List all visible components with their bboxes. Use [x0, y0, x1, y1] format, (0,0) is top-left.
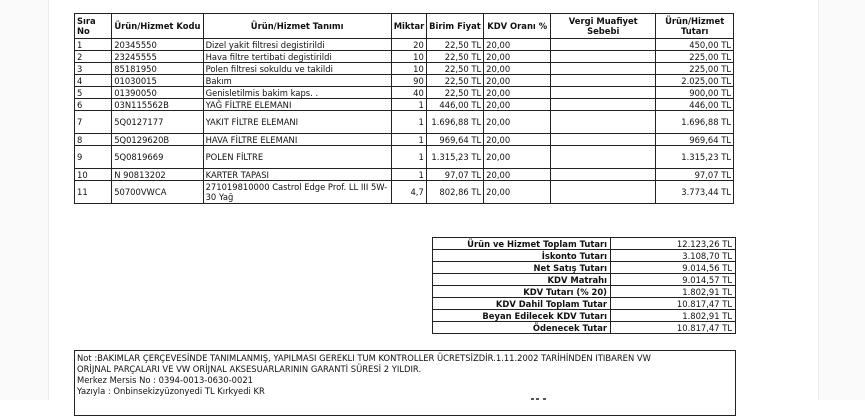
row-code: 5Q0129620B: [112, 134, 203, 146]
row-total: 225,00 TL: [656, 63, 734, 75]
col-header-miktar: Miktar: [391, 14, 426, 39]
totals-label: Net Satış Tutarı: [433, 262, 611, 274]
row-qty: 90: [391, 75, 426, 87]
row-vat: 20,00: [484, 134, 551, 146]
totals-row: [433, 298, 736, 310]
totals-row: [433, 322, 736, 334]
table-row: [75, 99, 734, 111]
row-desc: Hava filtre tertibati degistirildi: [203, 51, 391, 63]
row-reason: [551, 146, 656, 169]
row-no: 2: [75, 51, 112, 63]
totals-row: [433, 238, 736, 250]
totals-value: 3.108,70 TL: [611, 250, 736, 262]
totals-label: KDV Tutarı (% 20): [433, 286, 611, 298]
note-line: ORİJNAL PARÇALARI VE VW ORİJNAL AKSESUARLARININ GARANTİ SÜRESİ 2 YILDIR.: [77, 364, 422, 374]
row-price: 1.315,23 TL: [426, 146, 483, 169]
row-total: 1.315,23 TL: [656, 146, 734, 169]
row-total: 97,07 TL: [656, 169, 734, 181]
row-no: 3: [75, 63, 112, 75]
invoice-note: [74, 350, 736, 416]
row-code: N 90813202: [112, 169, 203, 181]
row-total: 2.025,00 TL: [656, 75, 734, 87]
row-no: 1: [75, 39, 112, 51]
row-reason: [551, 111, 656, 134]
totals-label: KDV Dahil Toplam Tutar: [433, 298, 611, 310]
row-vat: 20,00: [484, 169, 551, 181]
totals-row: [433, 286, 736, 298]
table-row: [75, 134, 734, 146]
items-header-row: [75, 14, 734, 39]
row-price: 446,00 TL: [426, 99, 483, 111]
row-desc: POLEN FİLTRE: [203, 146, 391, 169]
row-reason: [551, 169, 656, 181]
row-code: 5Q0819669: [112, 146, 203, 169]
row-total: 900,00 TL: [656, 87, 734, 99]
row-vat: 20,00: [484, 99, 551, 111]
row-qty: 20: [391, 39, 426, 51]
totals-label: Beyan Edilecek KDV Tutarı: [433, 310, 611, 322]
row-code: 01030015: [112, 75, 203, 87]
col-header-kod: Ürün/Hizmet Kodu: [112, 14, 203, 39]
cut-off-text-fragment: [531, 396, 551, 400]
row-price: 802,86 TL: [426, 181, 483, 204]
mersis-number: Merkez Mersis No : 0394-0013-0630-0021: [77, 375, 253, 385]
right-margin: [818, 0, 865, 400]
row-price: 22,50 TL: [426, 51, 483, 63]
col-header-tutar: Ürün/Hizmet Tutarı: [656, 14, 734, 39]
table-row: [75, 75, 734, 87]
row-code: 5Q0127177: [112, 111, 203, 134]
row-no: 11: [75, 181, 112, 204]
row-desc: KARTER TAPASI: [203, 169, 391, 181]
table-row: [75, 146, 734, 169]
row-no: 5: [75, 87, 112, 99]
row-code: 01390050: [112, 87, 203, 99]
row-code: 03N115562B: [112, 99, 203, 111]
row-reason: [551, 39, 656, 51]
totals-table: [432, 237, 736, 334]
row-qty: 1: [391, 146, 426, 169]
row-vat: 20,00: [484, 51, 551, 63]
row-desc: YAĞ FİLTRE ELEMANI: [203, 99, 391, 111]
totals-value: 1.802,91 TL: [611, 310, 736, 322]
row-qty: 1: [391, 99, 426, 111]
row-reason: [551, 181, 656, 204]
totals-value: 10.817,47 TL: [611, 322, 736, 334]
row-total: 225,00 TL: [656, 51, 734, 63]
row-qty: 40: [391, 87, 426, 99]
row-vat: 20,00: [484, 181, 551, 204]
row-code: 50700VWCA: [112, 181, 203, 204]
items-table: [74, 13, 734, 204]
table-row: [75, 111, 734, 134]
row-vat: 20,00: [484, 146, 551, 169]
row-qty: 4,7: [391, 181, 426, 204]
totals-row: [433, 310, 736, 322]
amount-in-words: Yazıyla : Onbinsekizyüzonyedi TL Kırkyedi KR: [77, 386, 265, 396]
row-price: 1.696,88 TL: [426, 111, 483, 134]
totals-label: Ürün ve Hizmet Toplam Tutarı: [433, 238, 611, 250]
table-row: [75, 181, 734, 204]
row-price: 22,50 TL: [426, 75, 483, 87]
row-price: 22,50 TL: [426, 39, 483, 51]
left-margin: [0, 0, 49, 400]
col-header-tanim: Ürün/Hizmet Tanımı: [203, 14, 391, 39]
row-price: 22,50 TL: [426, 87, 483, 99]
row-price: 22,50 TL: [426, 63, 483, 75]
row-desc: YAKIT FİLTRE ELEMANI: [203, 111, 391, 134]
row-total: 450,00 TL: [656, 39, 734, 51]
row-desc: 271019810000 Castrol Edge Prof. LL III 5W-30 Yağ: [203, 181, 391, 204]
row-qty: 1: [391, 111, 426, 134]
row-vat: 20,00: [484, 87, 551, 99]
col-header-kdv-orani: KDV Oranı %: [484, 14, 551, 39]
row-qty: 10: [391, 63, 426, 75]
totals-value: 9.014,56 TL: [611, 262, 736, 274]
table-row: [75, 63, 734, 75]
row-no: 4: [75, 75, 112, 87]
totals-row: [433, 274, 736, 286]
row-qty: 1: [391, 134, 426, 146]
row-desc: Polen filtresi sokuldu ve takildi: [203, 63, 391, 75]
totals-row: [433, 262, 736, 274]
totals-row: [433, 250, 736, 262]
col-header-muafiyet: Vergi Muafiyet Sebebi: [551, 14, 656, 39]
row-vat: 20,00: [484, 111, 551, 134]
row-code: 23245555: [112, 51, 203, 63]
row-desc: HAVA FİLTRE ELEMANI: [203, 134, 391, 146]
row-reason: [551, 63, 656, 75]
table-row: [75, 87, 734, 99]
table-row: [75, 39, 734, 51]
totals-value: 10.817,47 TL: [611, 298, 736, 310]
totals-value: 1.802,91 TL: [611, 286, 736, 298]
row-desc: Dizel yakit filtresi degistirildi: [203, 39, 391, 51]
row-total: 969,64 TL: [656, 134, 734, 146]
row-vat: 20,00: [484, 39, 551, 51]
row-desc: Bakım: [203, 75, 391, 87]
row-reason: [551, 99, 656, 111]
row-no: 7: [75, 111, 112, 134]
table-row: [75, 51, 734, 63]
totals-label: Ödenecek Tutar: [433, 322, 611, 334]
totals-label: KDV Matrahı: [433, 274, 611, 286]
totals-value: 9.014,57 TL: [611, 274, 736, 286]
row-desc: Genisletilmis bakim kaps. .: [203, 87, 391, 99]
row-reason: [551, 87, 656, 99]
row-code: 85181950: [112, 63, 203, 75]
row-no: 6: [75, 99, 112, 111]
invoice-page: [49, 0, 817, 400]
row-total: 1.696,88 TL: [656, 111, 734, 134]
row-code: 20345550: [112, 39, 203, 51]
col-header-sira: Sıra No: [75, 14, 112, 39]
row-qty: 10: [391, 51, 426, 63]
row-reason: [551, 75, 656, 87]
row-qty: 1: [391, 169, 426, 181]
row-no: 8: [75, 134, 112, 146]
row-price: 969,64 TL: [426, 134, 483, 146]
totals-value: 12.123,26 TL: [611, 238, 736, 250]
row-no: 10: [75, 169, 112, 181]
row-reason: [551, 134, 656, 146]
row-vat: 20,00: [484, 75, 551, 87]
row-price: 97,07 TL: [426, 169, 483, 181]
table-row: [75, 169, 734, 181]
row-no: 9: [75, 146, 112, 169]
row-total: 446,00 TL: [656, 99, 734, 111]
row-reason: [551, 51, 656, 63]
col-header-fiyat: Birim Fiyat: [426, 14, 483, 39]
totals-label: İskonto Tutarı: [433, 250, 611, 262]
row-vat: 20,00: [484, 63, 551, 75]
row-total: 3.773,44 TL: [656, 181, 734, 204]
note-line: Not :BAKIMLAR ÇERÇEVESİNDE TANIMLANMIŞ, YAPILMASI GEREKLI TUM KONTROLLER ÜCRETSİZDİR.1.11.2002 TARİHİNDEN ITIBAREN VW: [77, 353, 651, 363]
